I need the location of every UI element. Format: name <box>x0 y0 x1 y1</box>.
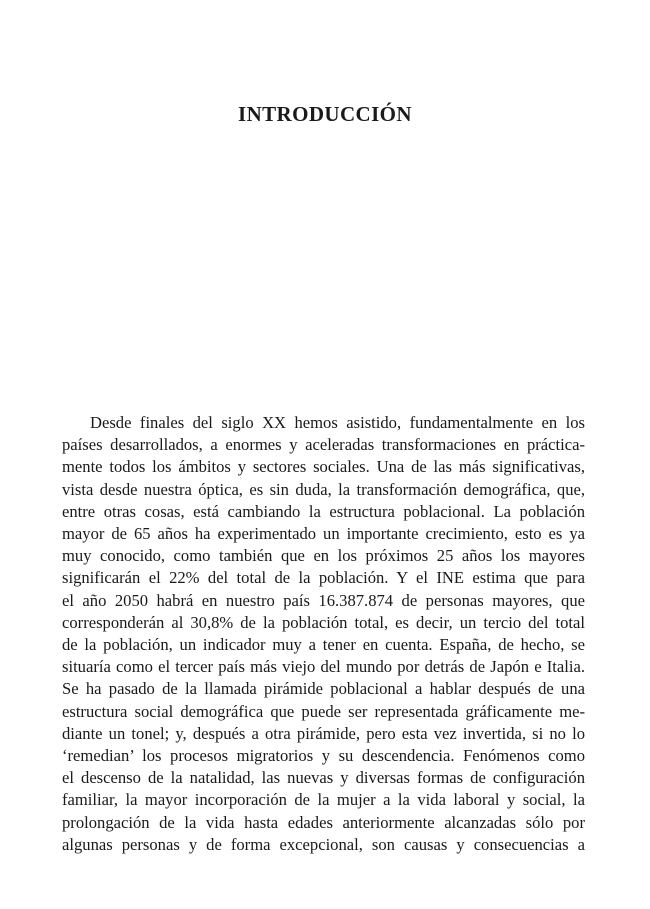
paragraph-line: mente todos los ámbitos y sectores sociales. Una de las más significativas, <box>62 457 585 477</box>
paragraph-line: de la población, un indicador muy a tener en cuenta. España, de hecho, se <box>62 635 585 655</box>
paragraph-line: Se ha pasado de la llamada pirámide poblacional a hablar después de una <box>62 679 585 699</box>
paragraph-line: significarán el 22% del total de la población. Y el INE estima que para <box>62 568 585 588</box>
paragraph-line: situaría como el tercer país más viejo del mundo por detrás de Japón e Italia. <box>62 657 585 677</box>
paragraph-line: corresponderán al 30,8% de la población total, es decir, un tercio del total <box>62 612 585 632</box>
paragraph-line: familiar, la mayor incorporación de la mujer a la vida laboral y social, la <box>62 790 585 810</box>
paragraph-line: estructura social demográfica que puede ser representada gráficamente me- <box>62 701 585 721</box>
paragraph-line: mayor de 65 años ha experimentado un importante crecimiento, esto es ya <box>62 524 585 544</box>
paragraph-line: el año 2050 habrá en nuestro país 16.387.874 de personas mayores, que <box>62 590 585 610</box>
paragraph-line: países desarrollados, a enormes y aceleradas transformaciones en práctica- <box>62 435 585 455</box>
paragraph-line: algunas personas y de forma excepcional, son causas y consecuencias a <box>62 834 585 854</box>
paragraph-line: vista desde nuestra óptica, es sin duda, la transformación demográfica, que, <box>62 479 585 499</box>
paragraph-line: el descenso de la natalidad, las nuevas y diversas formas de configuración <box>62 768 585 788</box>
body-paragraph <box>62 412 585 856</box>
paragraph-line: diante un tonel; y, después a otra pirámide, pero esta vez invertida, si no lo <box>62 723 585 743</box>
paragraph-line: prolongación de la vida hasta edades anteriormente alcanzadas sólo por <box>62 812 585 832</box>
paragraph-line: entre otras cosas, está cambiando la estructura poblacional. La población <box>62 501 585 521</box>
paragraph-line: Desde finales del siglo XX hemos asistido, fundamentalmente en los <box>90 413 585 432</box>
paragraph-line: muy conocido, como también que en los próximos 25 años los mayores <box>62 546 585 566</box>
paragraph-line: ‘remedian’ los procesos migratorios y su descendencia. Fenómenos como <box>62 746 585 766</box>
chapter-title: INTRODUCCIÓN <box>238 102 412 126</box>
